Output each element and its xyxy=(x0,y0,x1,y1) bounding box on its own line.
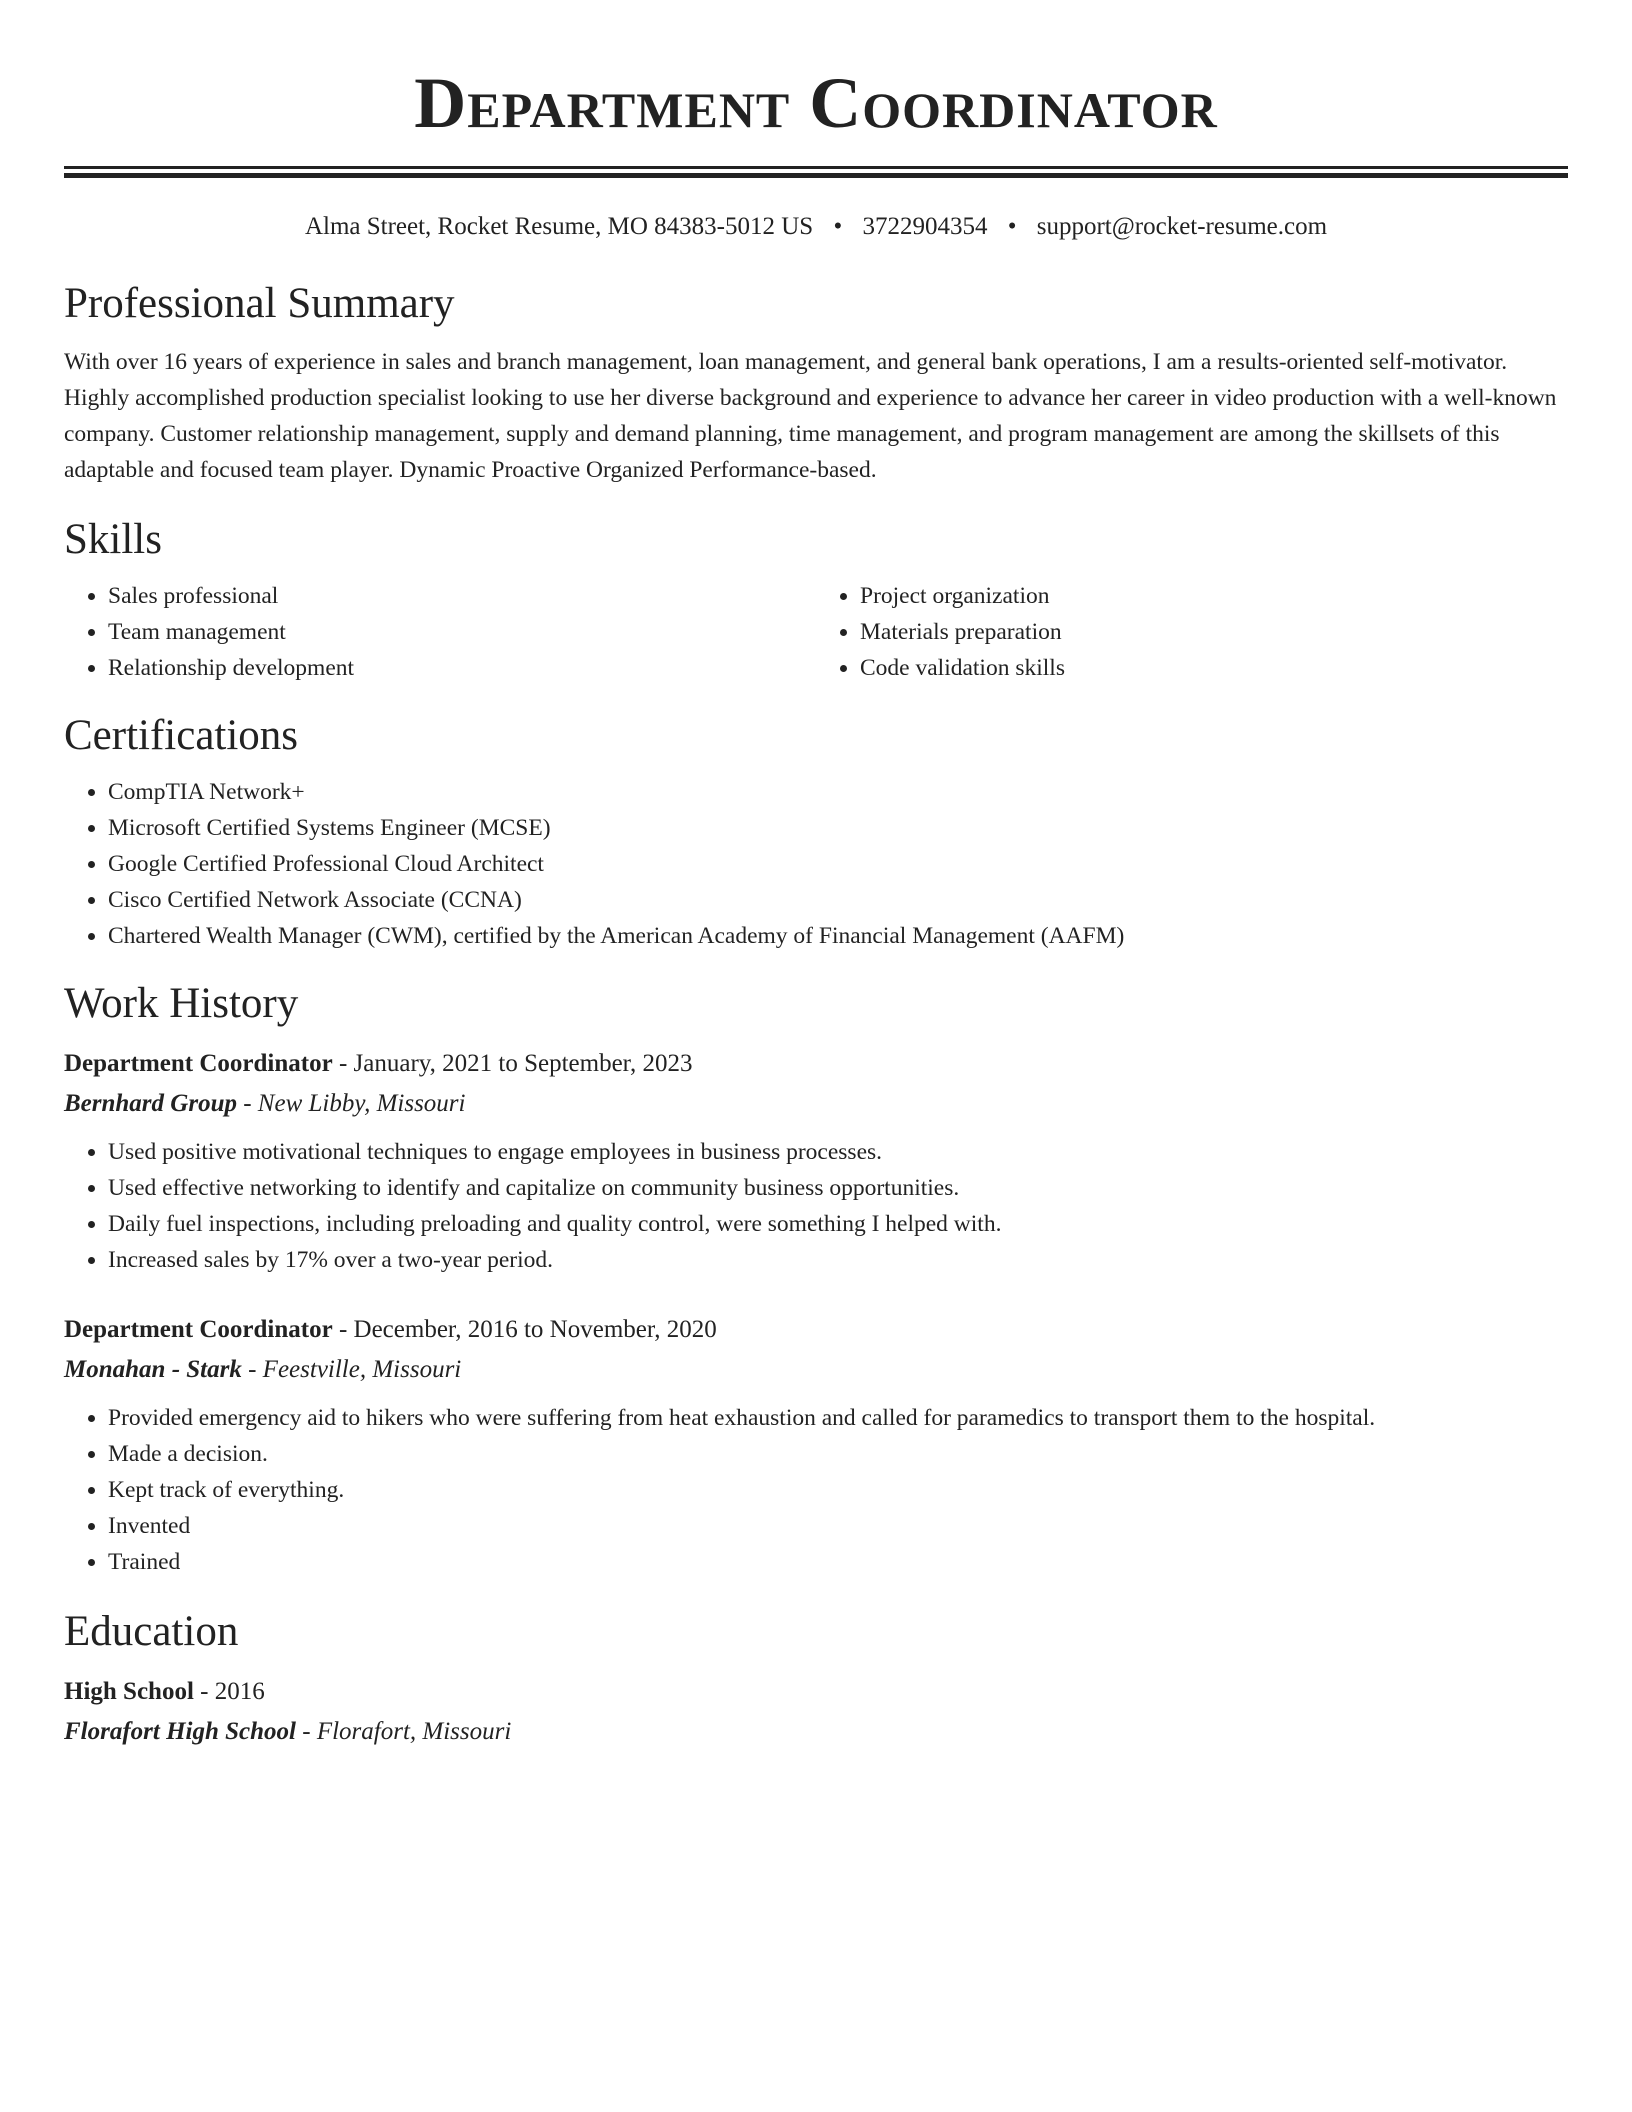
skill-item: • Relationship development xyxy=(108,650,816,686)
resume-page xyxy=(64,0,1568,1752)
job-bullet: • Used positive motivational techniques to engage employees in business processes. xyxy=(108,1134,1568,1170)
skill-item: • Sales professional xyxy=(108,578,816,614)
job-dates: - January, 2021 to September, 2023 xyxy=(332,1050,693,1077)
section-title-skills: Skills xyxy=(64,516,162,563)
certification-item: • CompTIA Network+ xyxy=(108,774,1568,810)
job-company: Monahan - Stark xyxy=(64,1356,242,1383)
contact-separator: • xyxy=(1007,213,1017,240)
job-bullet: • Increased sales by 17% over a two-year period. xyxy=(108,1242,1568,1278)
job-bullet: • Invented xyxy=(108,1508,1568,1544)
job-bullet: • Trained xyxy=(108,1544,1568,1580)
skills-list-right xyxy=(816,578,1568,686)
contact-address: Alma Street, Rocket Resume, MO 84383-5012 US xyxy=(304,213,814,240)
certification-item: • Chartered Wealth Manager (CWM), certified by the American Academy of Financial Management (AAFM) xyxy=(108,918,1568,954)
contact-phone: 3722904354 xyxy=(862,213,988,240)
contact-separator: • xyxy=(833,213,843,240)
job-position: Department Coordinator xyxy=(64,1316,333,1343)
education-heading xyxy=(64,1672,1568,1712)
section-title-summary: Professional Summary xyxy=(64,280,455,327)
job-company-line xyxy=(64,1350,1568,1390)
contact-line xyxy=(64,210,1568,244)
education-year: - 2016 xyxy=(193,1678,265,1705)
skill-item: • Code validation skills xyxy=(860,650,1568,686)
certification-item: • Cisco Certified Network Associate (CCNA) xyxy=(108,882,1568,918)
job-bullet: • Daily fuel inspections, including preloading and quality control, were something I helped with. xyxy=(108,1206,1568,1242)
job-bullets xyxy=(64,1134,1568,1278)
summary-text: With over 16 years of experience in sales and branch management, loan management, and general bank operations, I am a results-oriented self-motivator. Highly accomplished production specialist looking to use her diverse background and experience to advance her career in video production with a well-known company. Customer relationship management, supply and demand planning, time management, and program management are among the skillsets of this adaptable and focused team player. Dynamic Proactive Organized Performance-based. xyxy=(64,349,1557,483)
skills-list-left xyxy=(64,578,816,686)
job-bullet: • Used effective networking to identify and capitalize on community business opportunities. xyxy=(108,1170,1568,1206)
resume-title: Department Coordinator xyxy=(414,63,1218,143)
job-company-line xyxy=(64,1084,1568,1124)
job-company: Bernhard Group xyxy=(64,1090,237,1117)
job-bullet: • Made a decision. xyxy=(108,1436,1568,1472)
job-position: Department Coordinator xyxy=(64,1050,333,1077)
section-title-certifications: Certifications xyxy=(64,712,299,759)
job-bullet: • Kept track of everything. xyxy=(108,1472,1568,1508)
job-location: - New Libby, Missouri xyxy=(236,1090,466,1117)
job-dates: - December, 2016 to November, 2020 xyxy=(332,1316,717,1343)
education-school: Florafort High School xyxy=(64,1718,296,1745)
job-location: - Feestville, Missouri xyxy=(241,1356,462,1383)
job-bullets xyxy=(64,1400,1568,1580)
education-location: - Florafort, Missouri xyxy=(296,1718,512,1745)
education-school-line xyxy=(64,1712,1568,1752)
skill-item: • Team management xyxy=(108,614,816,650)
certifications-list xyxy=(64,774,1568,954)
skills-columns xyxy=(64,578,1568,686)
section-title-work-history: Work History xyxy=(64,980,299,1027)
skill-item: • Project organization xyxy=(860,578,1568,614)
certification-item: • Microsoft Certified Systems Engineer (MCSE) xyxy=(108,810,1568,846)
contact-email: support@rocket-resume.com xyxy=(1036,213,1328,240)
education-degree: High School xyxy=(64,1678,194,1705)
section-title-education: Education xyxy=(64,1608,239,1655)
job-heading xyxy=(64,1310,1568,1350)
job-bullet: • Provided emergency aid to hikers who were suffering from heat exhaustion and called for paramedics to transport them to the hospital. xyxy=(108,1400,1568,1436)
job-heading xyxy=(64,1044,1568,1084)
title-divider xyxy=(64,166,1568,178)
certification-item: • Google Certified Professional Cloud Architect xyxy=(108,846,1568,882)
skill-item: • Materials preparation xyxy=(860,614,1568,650)
